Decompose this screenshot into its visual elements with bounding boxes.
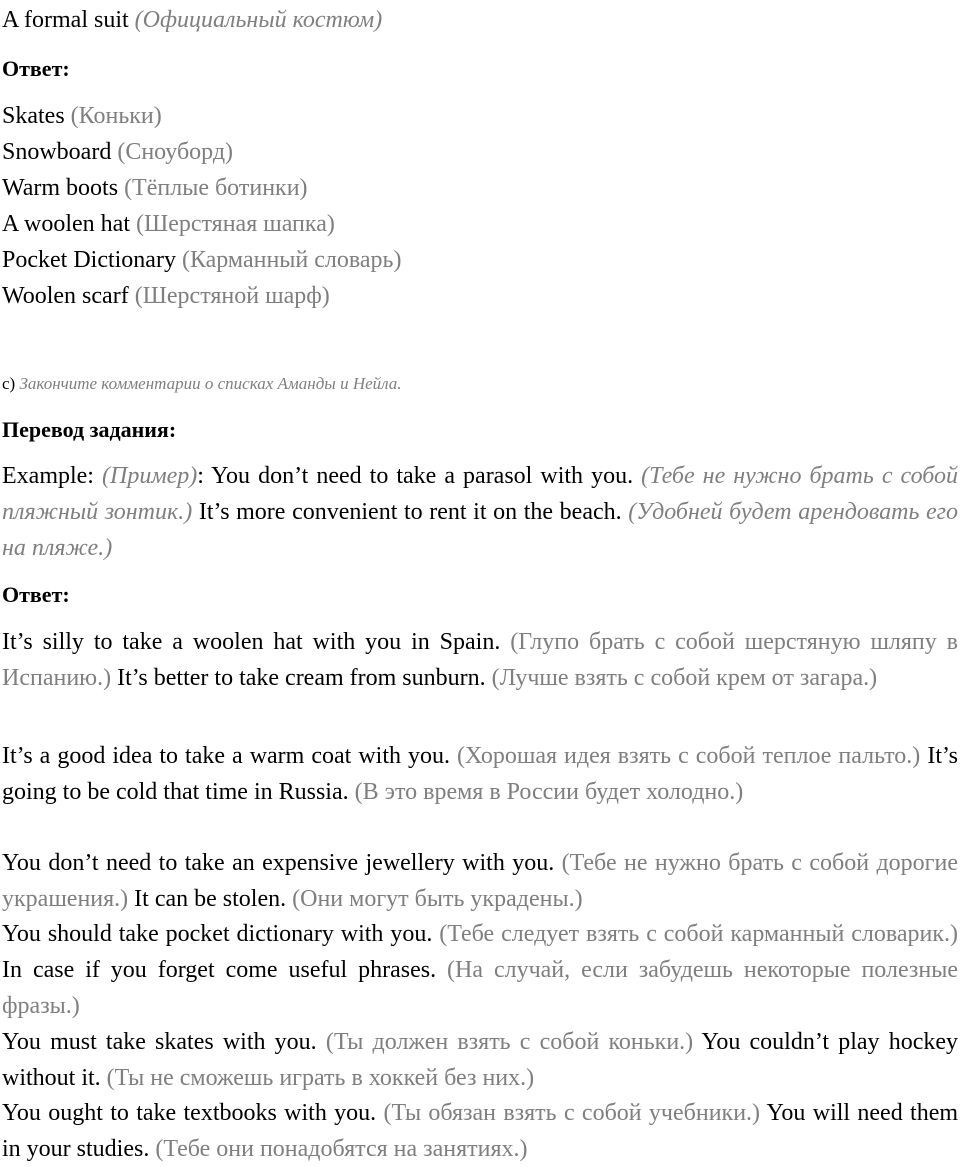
answer-sentence-ru: (Хорошая идея взять с собой теплое пальто.)	[457, 743, 921, 769]
answer-sentence: It’s a good idea to take a warm coat with you.	[2, 743, 451, 769]
answer-sentence-ru: (Ты не сможешь играть в хоккей без них.)	[106, 1065, 535, 1091]
answer-sentence-ru: (Ты обязан взять с собой учебники.)	[383, 1100, 761, 1126]
answer-sentence-ru: (Глупо брать с собой шерстяную шляпу в Испанию.)	[2, 629, 959, 691]
example-label-ru: (Пример)	[102, 463, 198, 489]
list-item-ru: (Шерстяная шапка)	[135, 211, 335, 237]
answer-sentence: You should take pocket dictionary with you.	[2, 921, 433, 947]
list-item	[2, 206, 402, 242]
answer-sentence: You will need them in your studies.	[2, 1100, 959, 1162]
list-item-ru: (Коньки)	[70, 103, 162, 129]
answer-sentence: It’s silly to take a woolen hat with you in Spain.	[2, 629, 501, 655]
answer-sentence: In case if you forget come useful phrases.	[2, 957, 437, 983]
answer-heading-2: Ответ:	[2, 582, 70, 607]
task-letter: c)	[2, 374, 16, 393]
example-sentence: You don’t need to take a parasol with you.	[211, 463, 634, 489]
answer-sentence-ru: (Тебе они понадобятся на занятиях.)	[155, 1136, 528, 1162]
task-text: Закончите комментарии о списках Аманды и Нейла.	[19, 374, 402, 393]
answer-paragraph	[2, 1095, 958, 1167]
example-label: Example:	[2, 463, 94, 489]
example-sentence-ru: (Тебе не нужно брать с собой пляжный зонтик.)	[2, 463, 959, 525]
answer-paragraph	[2, 845, 958, 917]
list-item-en: Skates	[2, 103, 65, 129]
list-item-en: Snowboard	[2, 139, 112, 165]
answer-sentence-ru: (Они могут быть украдены.)	[292, 886, 583, 912]
list-item	[2, 170, 402, 206]
answer-paragraph	[2, 624, 958, 696]
list-item-en: Pocket Dictionary	[2, 247, 176, 273]
intro-ru: (Официальный костюм)	[134, 7, 383, 33]
list-item-ru: (Шерстяной шарф)	[134, 283, 330, 309]
answer-paragraph	[2, 1024, 958, 1096]
answer-sentence: You must take skates with you.	[2, 1029, 317, 1055]
answer-sentence-ru: (Тебе не нужно брать с собой дорогие украшения.)	[2, 850, 959, 912]
list-item	[2, 242, 402, 278]
answer-sentence: It’s better to take cream from sunburn.	[117, 665, 486, 691]
answer-sentence: You don’t need to take an expensive jewellery with you.	[2, 850, 555, 876]
answer-sentence: You ought to take textbooks with you.	[2, 1100, 377, 1126]
translation-heading: Перевод задания:	[2, 417, 177, 442]
answer-sentence-ru: (Ты должен взять с собой коньки.)	[325, 1029, 694, 1055]
list-item-en: Warm boots	[2, 175, 119, 201]
list-item-en: A woolen hat	[2, 211, 130, 237]
intro-en: A formal suit	[2, 7, 129, 33]
item-list	[2, 98, 402, 314]
list-item-ru: (Карманный словарь)	[181, 247, 402, 273]
answer-sentence-ru: (В это время в России будет холодно.)	[354, 779, 744, 805]
list-item-ru: (Сноуборд)	[117, 139, 234, 165]
example-sentence: It’s more convenient to rent it on the beach.	[198, 499, 622, 525]
answer-sentence: You couldn’t play hockey without it.	[2, 1029, 959, 1091]
example-paragraph: Example: (Пример): You don’t need to take a parasol with you. (Тебе не нужно брать с собой пляжный зонтик.) It’s more convenient to rent it on the beach. (Удобней будет арендовать его на пляже.)	[2, 463, 959, 561]
list-item	[2, 278, 402, 314]
answer-paragraph	[2, 738, 958, 810]
answer-sentence: It can be stolen.	[134, 886, 287, 912]
list-item	[2, 134, 402, 170]
answer-sentence-ru: (Тебе следует взять с собой карманный словарик.)	[439, 921, 959, 947]
list-item	[2, 98, 402, 134]
list-item-en: Woolen scarf	[2, 283, 129, 309]
answer-paragraph	[2, 916, 958, 1024]
answer-sentence: It’s going to be cold that time in Russia.	[2, 743, 958, 805]
intro-line	[2, 2, 382, 38]
answer-sentence-ru: (Лучше взять с собой крем от загара.)	[491, 665, 878, 691]
example-sentence-ru: (Удобней будет арендовать его на пляже.)	[2, 499, 959, 561]
task-c	[2, 372, 402, 396]
answer-heading: Ответ:	[2, 56, 70, 81]
list-item-ru: (Тёплые ботинки)	[124, 175, 308, 201]
answer-sentence-ru: (На случай, если забудешь некоторые полезные фразы.)	[2, 957, 959, 1019]
